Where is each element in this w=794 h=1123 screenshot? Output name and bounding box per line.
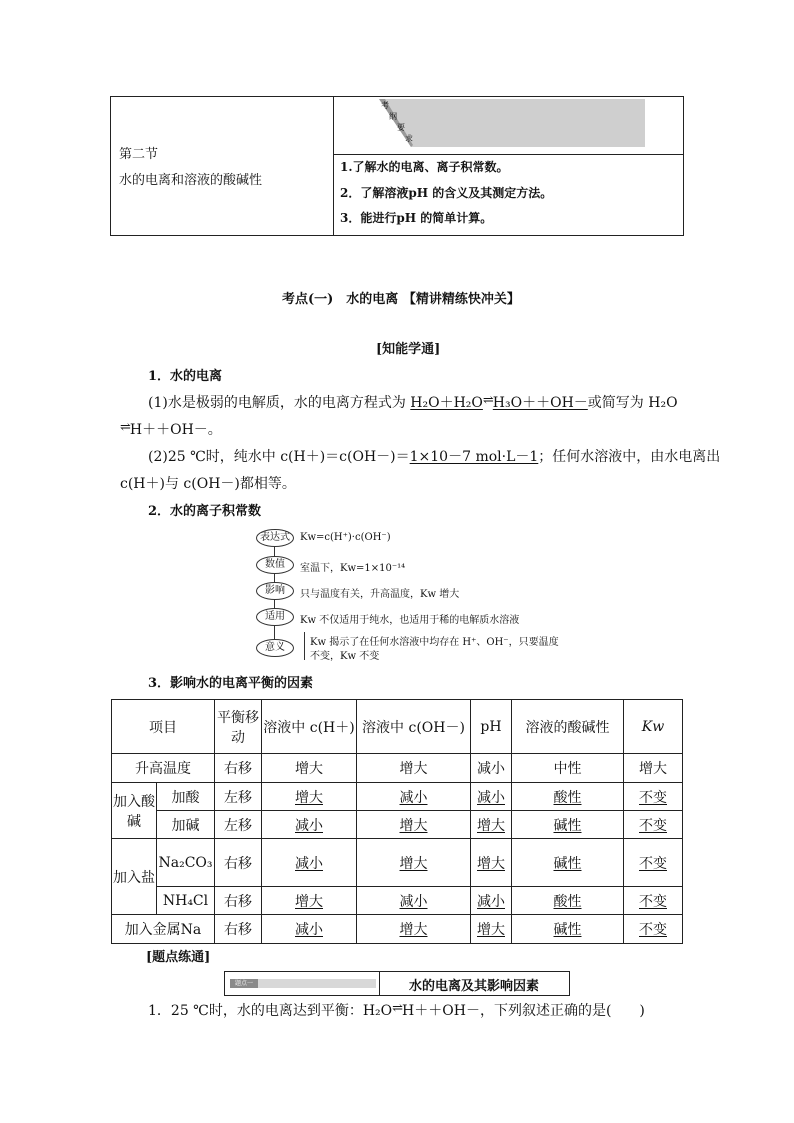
cell-pH: 减小 [471,887,512,915]
cell-cH: 增大 [262,783,357,811]
cell-pH: 减小 [471,754,512,783]
header-divider-horizontal [333,154,683,155]
s1-p2-suffix: ；任何水溶液中，由水电离出 [538,449,721,465]
s2-title: 2．水的离子积常数 [148,504,262,519]
cell-group: 加入金属Na [112,915,215,944]
practice-heading: [题点练通] [146,950,211,965]
question-1-suffix: H＋＋OH－，下列叙述正确的是( ) [402,1003,645,1019]
cell-item: Na₂CO₃ [157,839,215,887]
equilibrium-arrow-icon: ⇌ [482,393,493,408]
cell-shift: 右移 [215,887,262,915]
cell-item: 加碱 [157,811,215,839]
cell-cOH: 增大 [357,839,471,887]
ionization-equation [410,395,588,411]
cell-cH: 增大 [262,887,357,915]
section-title: 水的电离和溶液的酸碱性 [119,173,263,188]
s1-p2-line2: c(H＋)与 c(OH－)都相等。 [120,476,296,492]
header-cH: 溶液中 c(H＋) [262,700,357,754]
question-1-prefix: 1．25 ℃时，水的电离达到平衡：H₂O [148,1003,393,1019]
banner-char-3: 要 [397,123,405,132]
cell-kw: 不变 [624,811,683,839]
table-row [112,915,683,944]
cell-group: 升高温度 [112,754,215,783]
cell-shift: 左移 [215,811,262,839]
practice-tag: 题点一 [230,979,258,988]
s1-p1-line2 [120,419,222,439]
eq-right: H₃O＋＋OH－ [492,395,588,411]
map-node-meaning: 意义 [256,639,294,657]
cell-item: NH₄Cl [157,887,215,915]
map-text-influence: 只与温度有关，升高温度，Kw 增大 [300,589,460,600]
map-text-meaning-1: Kw 揭示了在任何水溶液中均存在 H⁺、OH⁻，只要温度 [310,637,559,648]
map-text-meaning-2: 不变，Kw 不变 [310,651,380,662]
header-nature: 溶液的酸碱性 [512,700,624,754]
s1-p2-prefix: (2)25 ℃时，纯水中 c(H＋)＝c(OH－)＝ [148,449,410,465]
header-pH: pH [471,700,512,754]
cell-cH: 减小 [262,839,357,887]
requirement-1: 1.了解水的电离、离子积常数。 [340,160,509,174]
cell-shift: 右移 [215,915,262,944]
cell-nature: 碱性 [512,915,624,944]
cell-pH: 减小 [471,783,512,811]
map-bracket [304,632,308,660]
kw-concept-map [256,526,596,662]
cell-pH: 增大 [471,915,512,944]
cell-kw: 增大 [624,754,683,783]
cell-cH: 减小 [262,811,357,839]
map-node-influence: 影响 [256,582,294,600]
table-row [112,839,683,887]
cell-pH: 增大 [471,839,512,887]
requirement-3: 3．能进行pH 的简单计算。 [340,211,493,225]
cell-cOH: 减小 [357,783,471,811]
topic-title: 考点(一) 水的电离 【精讲精练快冲关】 [282,292,520,307]
equilibrium-arrow-icon: ⇌ [120,420,130,435]
map-node-expression: 表达式 [256,529,294,547]
requirements-banner [373,99,647,149]
header-item: 项目 [112,700,215,754]
water-ion-concentration: 1×10－7 mol·L－1 [409,449,539,465]
header-cOH: 溶液中 c(OH－) [357,700,471,754]
banner-char-2: 纲 [389,112,397,121]
cell-kw: 不变 [624,915,683,944]
learn-heading: [知能学通] [376,342,441,357]
cell-cOH: 减小 [357,887,471,915]
cell-shift: 右移 [215,754,262,783]
cell-pH: 增大 [471,811,512,839]
map-node-scope: 适用 [256,608,294,626]
cell-item: 加酸 [157,783,215,811]
cell-cH: 增大 [262,754,357,783]
cell-cOH: 增大 [357,915,471,944]
cell-nature: 碱性 [512,839,624,887]
cell-nature: 酸性 [512,783,624,811]
table-row [112,811,683,839]
table-row [112,754,683,783]
cell-kw: 不变 [624,887,683,915]
cell-group: 加入酸碱 [112,783,157,839]
cell-shift: 左移 [215,783,262,811]
factors-table [111,699,683,944]
table-row [112,887,683,915]
table-header-row [112,700,683,754]
banner-char-1: 考 [381,101,389,110]
cell-cOH: 增大 [357,811,471,839]
header-kw: Kw [624,700,683,754]
cell-nature: 酸性 [512,887,624,915]
banner-char-4: 求 [405,134,413,143]
cell-nature: 中性 [512,754,624,783]
section-number: 第二节 [119,147,159,162]
cell-group: 加入盐 [112,839,157,915]
map-text-expression: Kw=c(H⁺)·c(OH⁻) [300,532,391,543]
s3-title: 3．影响水的电离平衡的因素 [148,676,314,691]
s1-p1-mid: 或简写为 H₂O [587,395,678,411]
practice-box-title: 水的电离及其影响因素 [408,979,539,994]
s1-title: 1．水的电离 [148,369,223,384]
header-divider-vertical [333,97,334,235]
question-1 [148,1000,645,1020]
s1-p1-prefix: (1)水是极弱的电解质，水的电离方程式为 [148,395,411,411]
map-text-scope: Kw 不仅适用于纯水，也适用于稀的电解质水溶液 [300,615,520,626]
equilibrium-arrow-icon: ⇌ [392,1001,403,1016]
s1-p1-line2-text: H＋＋OH－。 [129,422,222,438]
cell-kw: 不变 [624,839,683,887]
cell-cH: 减小 [262,915,357,944]
table-row [112,783,683,811]
header-shift: 平衡移动 [215,700,262,754]
cell-shift: 右移 [215,839,262,887]
s1-p2-line1 [148,446,720,466]
cell-kw: 不变 [624,783,683,811]
cell-cOH: 增大 [357,754,471,783]
s1-p1-line1 [148,392,678,412]
practice-box [224,971,570,996]
eq-left: H₂O＋H₂O [410,395,483,411]
cell-nature: 碱性 [512,811,624,839]
requirement-2: 2．了解溶液pH 的含义及其测定方法。 [340,186,553,200]
map-text-value: 室温下，Kw=1×10⁻¹⁴ [300,563,406,574]
map-node-value: 数值 [256,556,294,574]
section-header-box [110,96,684,236]
